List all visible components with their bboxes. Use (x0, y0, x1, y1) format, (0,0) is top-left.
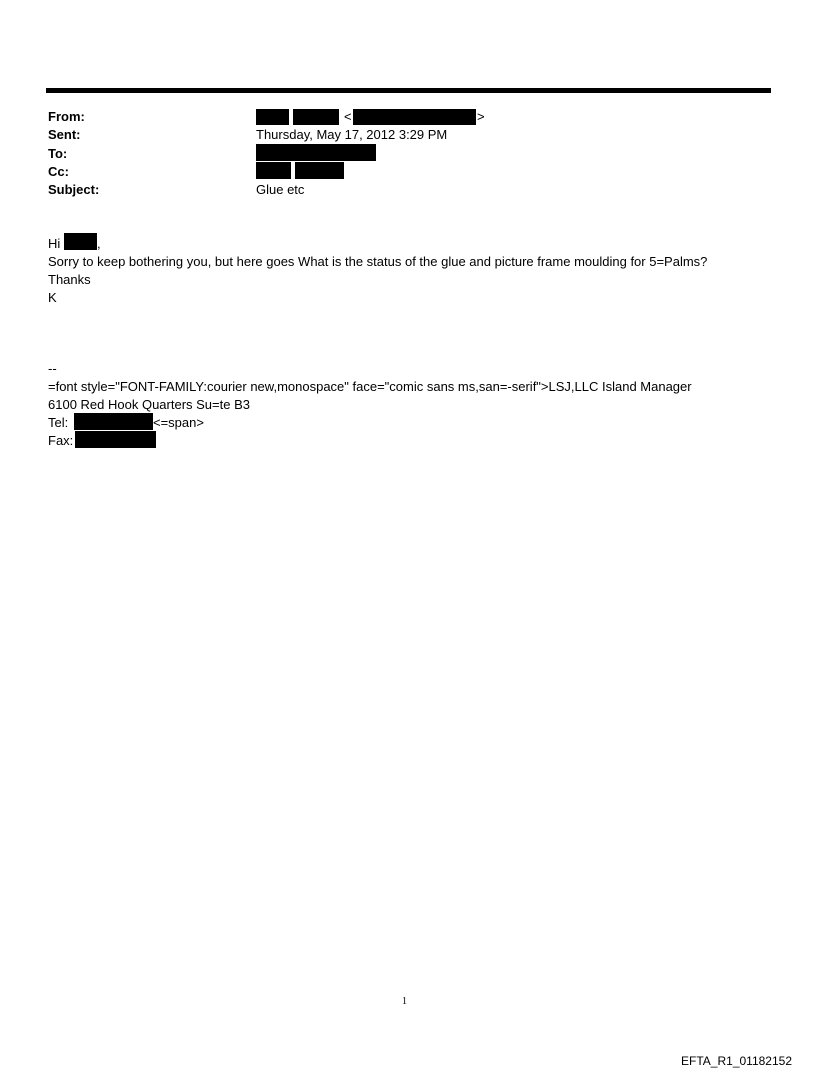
redaction-fax (75, 431, 156, 448)
subject-value: Glue etc (256, 182, 305, 197)
redaction-from-first (256, 109, 289, 125)
tel-suffix: <=span> (153, 415, 204, 430)
redaction-from-last (293, 109, 339, 125)
redaction-cc-first (256, 162, 291, 179)
redaction-cc-last (295, 162, 344, 179)
body-line-1: Sorry to keep bothering you, but here goes What is the status of the glue and picture frame moulding for 5=Palms? (48, 254, 708, 269)
header-rule (46, 88, 771, 93)
body-line-3: K (48, 290, 57, 305)
document-id: EFTA_R1_01182152 (681, 1054, 792, 1068)
greeting-comma: , (97, 236, 101, 251)
tel-label: Tel: (48, 415, 69, 430)
greeting: Hi (48, 236, 61, 251)
sent-value: Thursday, May 17, 2012 3:29 PM (256, 127, 448, 142)
fax-label: Fax: (48, 433, 74, 448)
from-close-bracket: > (477, 109, 485, 124)
signature-line-2: 6100 Red Hook Quarters Su=te B3 (48, 397, 250, 412)
page-number: 1 (402, 996, 407, 1007)
subject-label: Subject: (48, 182, 100, 197)
signature-separator: -- (48, 361, 57, 376)
to-label: To: (48, 146, 68, 161)
redaction-from-email (353, 109, 476, 125)
from-open-bracket: < (344, 109, 352, 124)
redaction-tel (74, 413, 153, 430)
body-line-2: Thanks (48, 272, 91, 287)
from-label: From: (48, 109, 85, 124)
redaction-greeting-name (64, 233, 97, 250)
signature-line-1: =font style="FONT-FAMILY:courier new,monospace" face="comic sans ms,san=-serif">LSJ,LLC Island Manager (48, 379, 692, 394)
redaction-to (256, 144, 376, 161)
cc-label: Cc: (48, 164, 69, 179)
sent-label: Sent: (48, 127, 81, 142)
